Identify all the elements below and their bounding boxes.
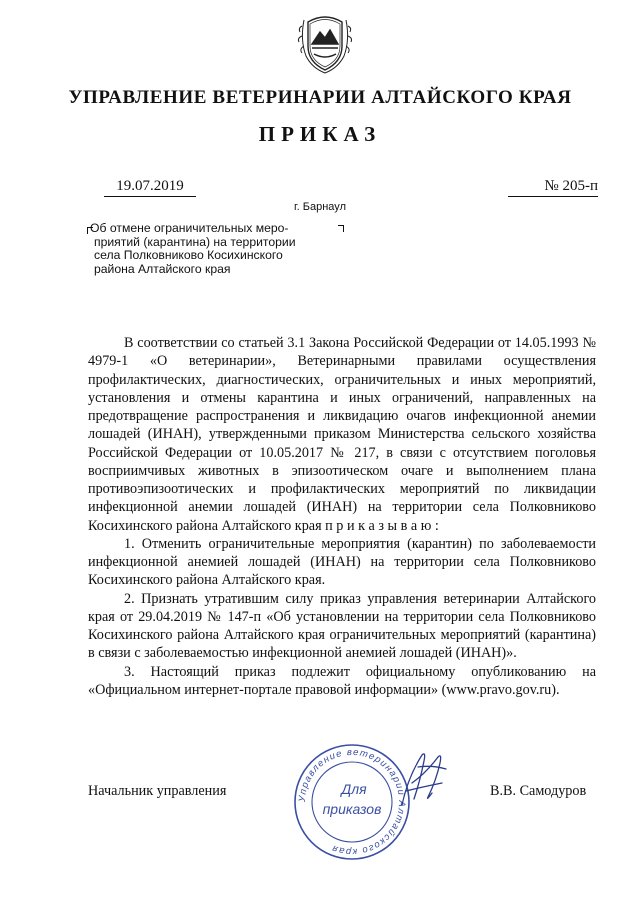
- document-date: 19.07.2019: [104, 178, 196, 197]
- document-subject: [90, 221, 342, 276]
- document-type: ПРИКАЗ: [258, 122, 382, 146]
- stamp-ring-text: Управление ветеринарии Алтайского края: [296, 746, 408, 858]
- order-item: 2. Признать утратившим силу приказ управления ветеринарии Алтайского края от 29.04.2019 № 147-п «Об установлении на территории села Полковниково Косихинского района Алтайского края ограничительных мероприятий (карантина) в связи с заболеваемостью инфекционной анемией лошадей (ИНАН)».: [88, 590, 596, 662]
- preamble-paragraph: [88, 334, 596, 535]
- organization-name: УПРАВЛЕНИЕ ВЕТЕРИНАРИИ АЛТАЙСКОГО КРАЯ: [68, 87, 572, 108]
- subject-line: Об отмене ограничительных меро-: [90, 221, 289, 235]
- document-city: г. Барнаул: [294, 201, 346, 213]
- stamp-center-line: приказов: [322, 801, 382, 817]
- order-item: 3. Настоящий приказ подлежит официальному опубликованию на «Официальном интернет-портале правовой информации» (www.pravo.gov.ru).: [88, 663, 596, 698]
- stamp-center-line: Для: [341, 781, 367, 797]
- order-item: 1. Отменить ограничительные мероприятия (карантин) по заболеваемости инфекционной анемией лошадей (ИНАН) на территории села Полковниково Косихинского района Алтайского края.: [88, 535, 596, 589]
- handwritten-signature: [392, 747, 452, 809]
- subject-line: села Полковниково Косихинского: [94, 248, 283, 262]
- subject-line: района Алтайского края: [94, 261, 231, 276]
- document-number: № 205-п: [508, 178, 598, 197]
- signatory-name: В.В. Самодуров: [490, 783, 587, 799]
- document-body: [88, 334, 596, 699]
- signatory-title: Начальник управления: [88, 783, 227, 799]
- altai-krai-coat-of-arms-icon: [296, 10, 354, 74]
- subject-line: приятий (карантина) на территории: [94, 234, 296, 249]
- preamble-text: В соответствии со статьей 3.1 Закона Российской Федерации от 14.05.1993 № 4979-1 «О ветеринарии», Ветеринарными правилами осуществления профилактических, диагностических, ограничительных и иных мероприятий, установления и отмены карантина и иных ограничений, направленных на предотвращение распространения и ликвидацию очагов инфекционной анемии лошадей (ИНАН), утвержденными приказом Министерства сельского хозяйства Российской Федерации от 10.05.2017 № 217, в связи с отсутствием поголовья восприимчивых животных в эпизоотическом очаге и выполнением плана противоэпизоотических и профилактических мероприятий по ликвидации инфекционной анемии лошадей (ИНАН) на территории села Полковниково Косихинского района Алтайского края: [88, 335, 596, 534]
- order-word: п р и к а з ы в а ю :: [325, 517, 439, 534]
